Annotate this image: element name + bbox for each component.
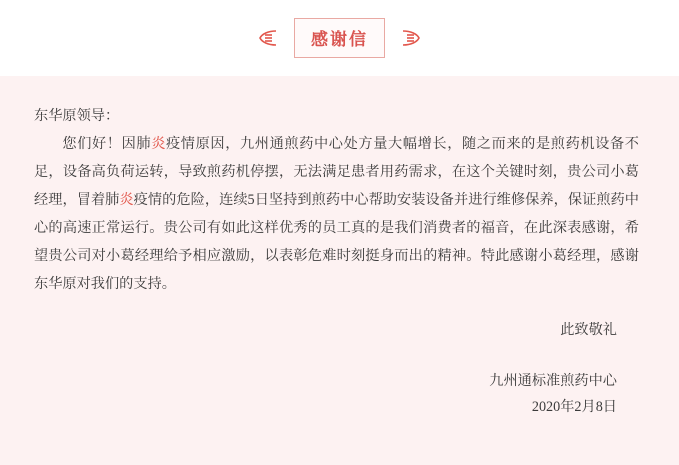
signature-date: 2020年2月8日 bbox=[531, 399, 617, 415]
letter-signature bbox=[34, 368, 639, 420]
letter-body-panel bbox=[0, 76, 679, 465]
letter-text-segment-highlight: 炎 bbox=[119, 192, 134, 208]
title-group bbox=[258, 18, 421, 58]
signature-organization: 九州通标准煎药中心 bbox=[489, 373, 617, 389]
letter-text-segment-highlight: 炎 bbox=[151, 136, 166, 152]
letter-text-segment: 您们好！因肺 bbox=[62, 136, 152, 152]
letter-salutation: 东华原领导： bbox=[34, 108, 120, 124]
letter-header bbox=[0, 0, 679, 76]
letter-paragraph bbox=[34, 130, 639, 298]
letter-closing: 此致敬礼 bbox=[560, 322, 617, 338]
letter-text-segment: 疫情原因，九州通煎药中心处方量大幅增长，随之而来的是煎药机设备不足，设备高负荷运转，导致煎药机停摆，无法满足患者用药需求，在这个关键时刻，贵公司小葛经理，冒着肺 bbox=[34, 136, 639, 208]
ornament-right-icon bbox=[399, 28, 421, 48]
letter-content bbox=[34, 102, 639, 420]
ornament-left-icon bbox=[258, 28, 280, 48]
letter-title-box bbox=[294, 18, 385, 58]
letter-text-segment: 疫情的危险，连续5日坚持到煎药中心帮助安装设备并进行维修保养，保证煎药中心的高速正常运行。贵公司有如此这样优秀的员工真的是我们消费者的福音，在此深表感谢，希望贵公司对小葛经理给予相应激励，以表彰危难时刻挺身而出的精神。特此感谢小葛经理，感谢东华原对我们的支持。 bbox=[34, 192, 639, 292]
page-title: 感谢信 bbox=[311, 30, 368, 49]
